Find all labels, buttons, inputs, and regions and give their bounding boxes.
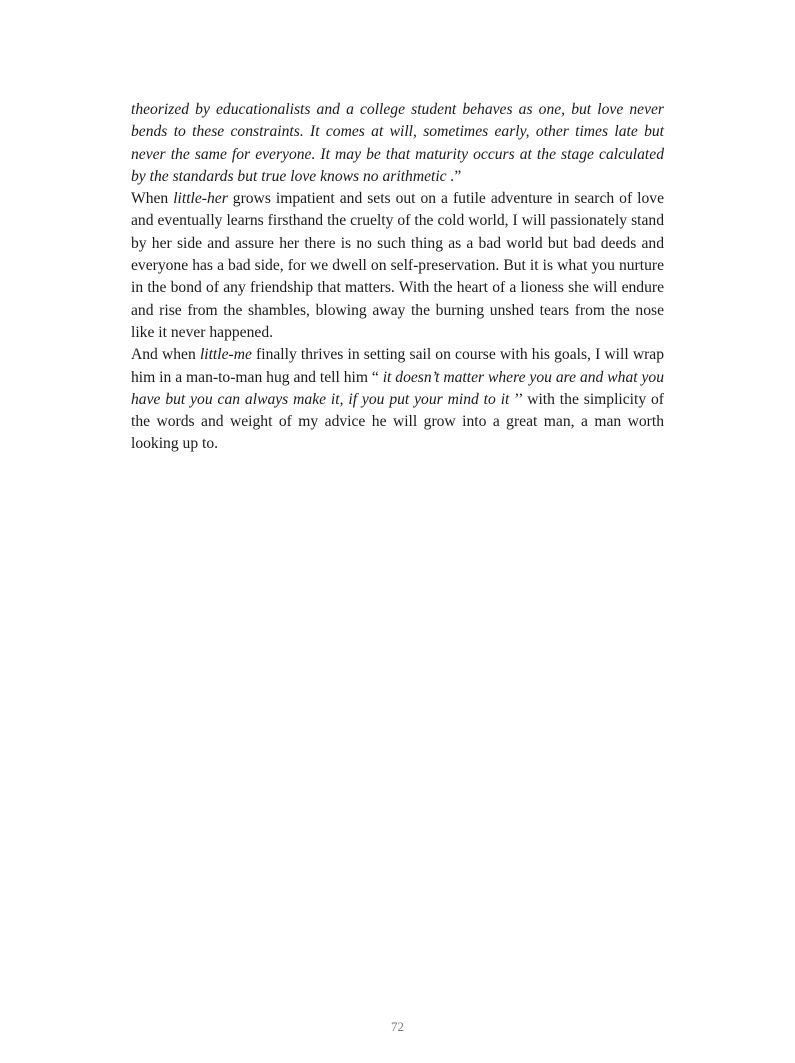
- paragraph-little-me: [131, 344, 664, 455]
- page-number: 72: [391, 1019, 404, 1034]
- text-run: ’’ with the simplicity of the words and weight of my advice he will grow into a great man, a man worth looking up to.: [131, 390, 664, 453]
- text-run: When: [131, 190, 174, 208]
- text-run: And when: [131, 346, 200, 364]
- italic-run: it doesn’t matter where you are and what you have but you can always make it, if you put your mind to it: [131, 368, 665, 408]
- text-run: ”: [454, 167, 462, 185]
- text-run: grows impatient and sets out on a futile adventure in search of love and eventually learns firsthand the cruelty of the cold world, I will passionately stand by her side and assure her there is no such thing as a bad world but bad deeds and everyone has a bad side, for we dwell on self-preservation. But it is what you nurture in the bond of any friendship that matters. With the heart of a lioness she will endure and rise from the shambles, blowing away the burning unshed tears from the nose like it never happened.: [131, 190, 664, 341]
- italic-run: little-her: [173, 190, 228, 208]
- paragraph-little-her: [131, 188, 664, 344]
- body-text: [131, 99, 664, 456]
- italic-run: theorized by educationalists and a college student behaves as one, but love never bends to these constraints. It comes at will, sometimes early, other times late but never the same for everyone. It may be that maturity occurs at the stage calculated by the standards but true love knows no arithmetic .: [131, 101, 664, 185]
- italic-run: little-me: [199, 346, 252, 364]
- text-run: finally thrives in setting sail on course with his goals, I will wrap him in a man-to-man hug and tell him “: [131, 346, 664, 386]
- paragraph-quote-continuation: [131, 99, 664, 188]
